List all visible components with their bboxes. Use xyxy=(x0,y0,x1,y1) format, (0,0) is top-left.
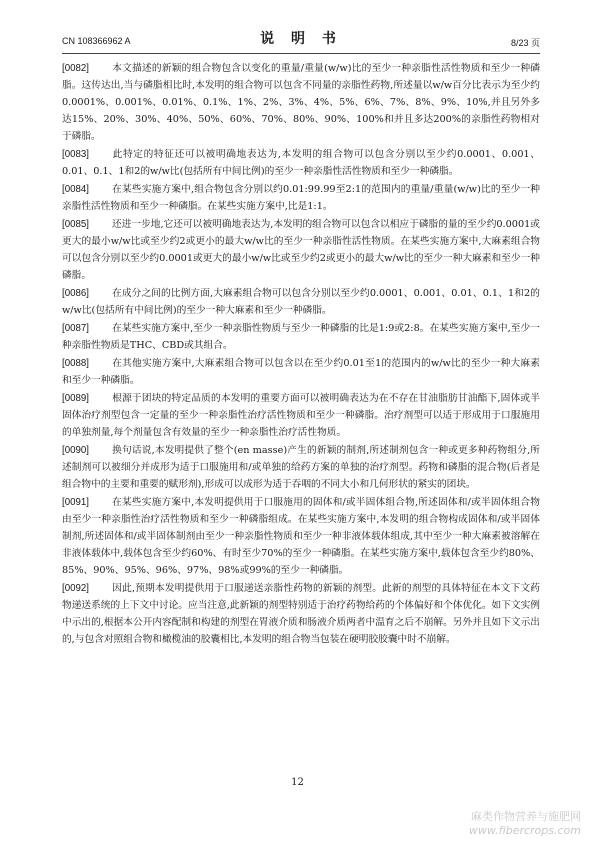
paragraph-0084 xyxy=(62,181,540,215)
paragraph-0082 xyxy=(62,60,540,145)
paragraph-text: 因此,预期本发明提供用于口服递送亲脂性药物的新颖的剂型。此新的剂型的具体特征在本文下文药物递送系统的上下文中讨论。应当注意,此新颖的剂型特别适于治疗药物给药的个体偏好和个体优化。如下文实例中示出的,根据本公开内容配制和构建的剂型在胃液介质和肠液介质两者中温育之后不崩解。另外并且如下文示出的,与包含对照组合物和橄榄油的胶囊相比,本发明的组合物当包装在硬明胶胶囊中时不崩解。 xyxy=(62,583,540,645)
paragraph-text: 本文描述的新颖的组合物包含以变化的重量/重量(w/w)比的至少一种亲脂性活性物质和至少一种磷脂。这传达出,当与磷脂相比时,本发明的组合物可以包含不同量的亲脂性药物,所述量以w/w百分比表示为至少约0.0001%、0.001%、0.01%、0.1%、1%、2%、3%、4%、5%、6%、7%、8%、9%、10%,并且另外多达15%、20%、30%、40%、50%、60%、70%、80%、90%、100%和并且多达200%的亲脂性药物相对于磷脂。 xyxy=(62,63,540,142)
watermark-site-name: 麻类作物营养与施肥网 xyxy=(471,810,581,823)
paragraph-number: [0090] xyxy=(62,445,89,456)
paragraph-0088 xyxy=(62,355,540,389)
paragraph-text: 此特定的特征还可以被明确地表达为,本发明的组合物可以包含分别以至少约0.0001、0.001、0.01、0.1、1和2的w/w比(包括所有中间比例)的至少一种亲脂性活性物质和至少一种磷脂。 xyxy=(62,149,540,177)
paragraph-text: 在某些实施方案中,至少一种亲脂性物质与至少一种磷脂的比是1:9或2:8。在某些实施方案中,至少一种亲脂性物质是THC、CBD或其组合。 xyxy=(62,323,540,351)
page-header xyxy=(62,28,540,50)
paragraph-0091 xyxy=(62,494,540,579)
site-watermark xyxy=(469,810,581,838)
paragraph-0086 xyxy=(62,285,540,319)
page-counter: 8/23 页 xyxy=(510,38,540,48)
header-divider xyxy=(62,53,540,54)
paragraph-number: [0082] xyxy=(62,63,89,74)
paragraph-text: 在某些实施方案中,本发明提供用于口服施用的固体和/或半固体组合物,所述固体和/或半固体组合物由至少一种亲脂性治疗活性物质和至少一种磷脂组成。在某些实施方案中,本发明的组合物构成固体和/或半固体制剂,所述固体和/或半固体制剂由至少一种亲脂性物质和至少一种非液体载体组成,其中至少一种大麻素被溶解在非液体载体中,载体包含至少约60%、有时至少70%的至少一种磷脂。在某些实施方案中,载体包含至少约80%、85%、90%、95%、96%、97%、98%或99%的至少一种磷脂。 xyxy=(62,497,540,576)
paragraph-number: [0084] xyxy=(62,184,89,195)
paragraph-0089 xyxy=(62,390,540,441)
paragraph-number: [0086] xyxy=(62,288,89,299)
paragraph-text: 在其他实施方案中,大麻素组合物可以包含以在至少约0.01至1的范围内的w/w比的至少一种大麻素和至少一种磷脂。 xyxy=(62,358,540,386)
paragraph-0092 xyxy=(62,580,540,648)
paragraph-0090 xyxy=(62,442,540,493)
paragraph-text: 换句话说,本发明提供了整个(en masse)产生的新颖的制剂,所述制剂包含一种或更多种药物组分,所述制剂可以被细分并成形为适于口服施用和/或单独的给药方案的单独的治疗剂型。药物和磷脂的混合物(后者是组合物中的主要和重要的赋形剂),形成可以成形为适于吞咽的不同大小和几何形状的紧实的团块。 xyxy=(62,445,540,490)
paragraph-0083 xyxy=(62,146,540,180)
paragraph-number: [0092] xyxy=(62,583,89,594)
paragraph-text: 根源于团块的特定品质的本发明的重要方面可以被明确表达为在不存在甘油脂肪甘油酯下,固体或半固体治疗剂型包含一定量的至少一种亲脂性治疗活性物质和至少一种磷脂。治疗剂型可以适于形成用于口服施用的单独剂量,每个剂量包含有效量的至少一种亲脂性治疗活性物质。 xyxy=(62,393,540,438)
paragraph-0085 xyxy=(62,216,540,284)
page-title: 说 明 书 xyxy=(260,31,342,47)
paragraph-number: [0091] xyxy=(62,497,89,508)
paragraph-number: [0083] xyxy=(62,149,89,160)
paragraph-number: [0087] xyxy=(62,323,89,334)
page-number: 12 xyxy=(291,777,304,788)
paragraph-number: [0085] xyxy=(62,219,89,230)
paragraph-0087 xyxy=(62,320,540,354)
document-body xyxy=(62,60,540,649)
paragraph-text: 还进一步地,它还可以被明确地表达为,本发明的组合物可以包含以相应于磷脂的量的至少约0.0001或更大的最小w/w比或至少约2或更小的最大w/w比的至少一种亲脂性活性物质。在某些实施方案中,大麻素组合物可以包含分别以至少约0.0001或更大的最小w/w比或至少约2或更小的最大w/w比的至少一种大麻素和至少一种磷脂。 xyxy=(62,219,540,281)
paragraph-number: [0088] xyxy=(62,358,89,369)
paragraph-number: [0089] xyxy=(62,393,89,404)
paragraph-text: 在成分之间的比例方面,大麻素组合物可以包含分别以至少约0.0001、0.001、0.01、0.1、1和2的w/w比(包括所有中间比例)的至少一种大麻素和至少一种磷脂。 xyxy=(62,288,540,316)
paragraph-text: 在某些实施方案中,组合物包含分别以约0.01:99.99至2:1的范围内的重量/重量(w/w)比的至少一种亲脂性活性物质和至少一种磷脂。在某些实施方案中,比是1:1。 xyxy=(62,184,540,212)
publication-number: CN 108366962 A xyxy=(62,36,131,46)
watermark-url: www.fibercrops.com xyxy=(468,824,581,837)
